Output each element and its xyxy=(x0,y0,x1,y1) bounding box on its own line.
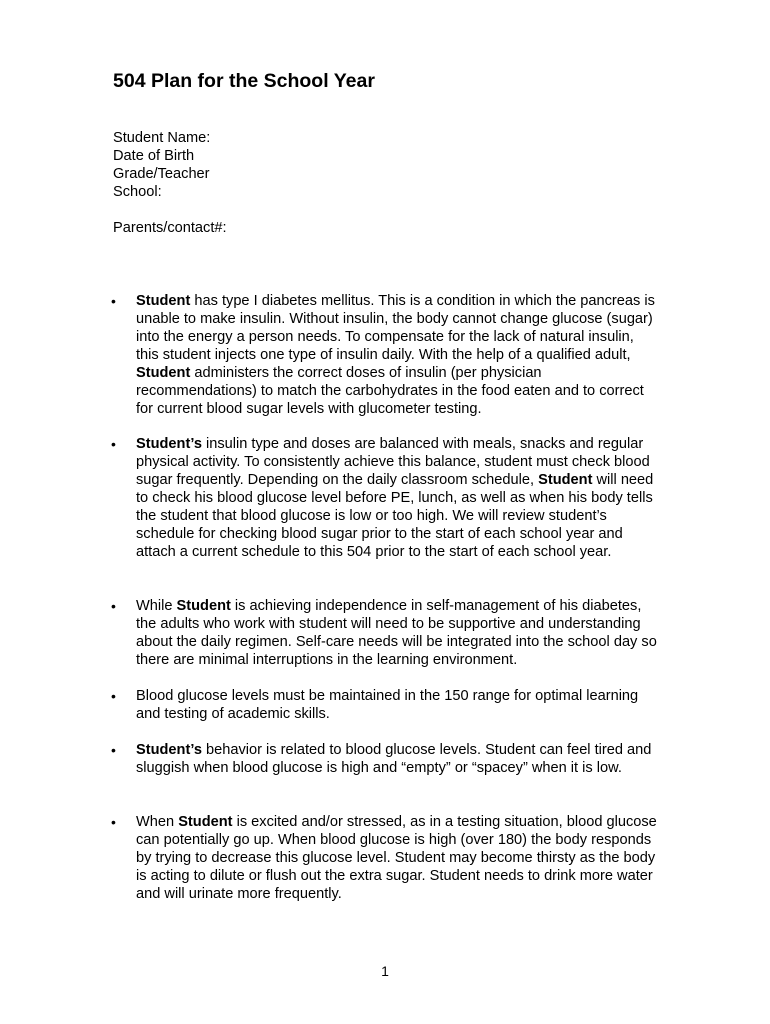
bullet-icon: • xyxy=(111,436,116,452)
text-span: insulin type and doses are balanced with meals, snacks and regular physical activity. To consistently achieve this balance, student must check blood sugar frequently. Depending on the daily classroom schedule, xyxy=(136,436,650,488)
bullet-icon: • xyxy=(111,814,116,830)
bold-student: Student xyxy=(136,365,191,381)
text-span: administers the correct doses of insulin (per physician recommendations) to match the carbohydrates in the food eaten and to correct for current blood sugar levels with glucometer testing. xyxy=(136,365,644,417)
bold-student: Student’s xyxy=(136,436,202,452)
bold-student: Student xyxy=(176,598,231,614)
text-span: Blood glucose levels must be maintained in the 150 range for optimal learning and testing of academic skills. xyxy=(136,688,639,722)
field-student-name: Student Name: xyxy=(113,130,211,146)
text-span: While xyxy=(136,598,177,614)
bullet-icon: • xyxy=(111,742,116,758)
bullet-text xyxy=(136,435,658,561)
bold-student: Student xyxy=(538,472,593,488)
bullet-text xyxy=(136,597,658,669)
text-span: When xyxy=(136,814,179,830)
bullet-icon: • xyxy=(111,293,116,309)
bullet-text xyxy=(136,687,658,723)
bullet-text xyxy=(136,813,658,903)
text-span: will need to check his blood glucose level before PE, lunch, as well as when his body tells the student that blood glucose is low or too high. We will review student’s schedule for checking blood sugar prior to the start of each school year and attach a current schedule to this 504 prior to the start of each school year. xyxy=(136,472,654,560)
bullet-text xyxy=(136,292,658,418)
field-school: School: xyxy=(113,184,162,200)
text-span: has type I diabetes mellitus. This is a condition in which the pancreas is unable to make insulin. Without insulin, the body cannot change glucose (sugar) into the energy a person needs. To compensate for the lack of natural insulin, this student injects one type of insulin daily. With the help of a qualified adult, xyxy=(136,293,655,363)
bullet-icon: • xyxy=(111,688,116,704)
bullet-icon: • xyxy=(111,598,116,614)
page-number: 1 xyxy=(381,963,389,979)
text-span: is excited and/or stressed, as in a testing situation, blood glucose can potentially go up. When blood glucose is high (over 180) the body responds by trying to decrease this glucose level. Student may become thirsty as the body is acting to dilute or flush out the extra sugar. Student needs to drink more water and will urinate more frequently. xyxy=(136,814,657,902)
field-parents-contact: Parents/contact#: xyxy=(113,220,227,236)
field-grade-teacher: Grade/Teacher xyxy=(113,166,210,182)
bold-student: Student xyxy=(178,814,233,830)
page-title: 504 Plan for the School Year xyxy=(113,70,375,92)
student-info-fields xyxy=(113,129,210,201)
bullet-text xyxy=(136,741,658,777)
bold-student: Student’s xyxy=(136,742,202,758)
bold-student: Student xyxy=(136,293,191,309)
text-span: is achieving independence in self-management of his diabetes, the adults who work with student will need to be supportive and understanding about the daily regimen. Self-care needs will be integrated into the school day so there are minimal interruptions in the learning environment. xyxy=(136,598,657,668)
text-span: behavior is related to blood glucose levels. Student can feel tired and sluggish when blood glucose is high and “empty” or “spacey” when it is low. xyxy=(136,742,652,776)
field-date-of-birth: Date of Birth xyxy=(113,148,195,164)
